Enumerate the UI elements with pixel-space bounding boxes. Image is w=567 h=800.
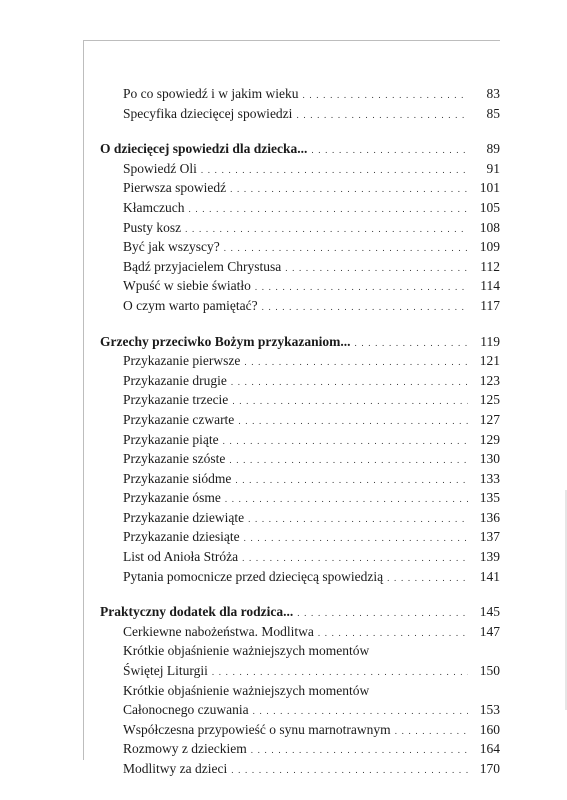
toc-entry-title: Przykazanie szóste bbox=[123, 451, 226, 467]
toc-entry-title: O dziecięcej spowiedzi dla dziecka... bbox=[100, 141, 308, 157]
toc-entry bbox=[100, 547, 500, 567]
toc-entry-title: Przykazanie dziesiąte bbox=[123, 529, 240, 545]
toc-dot-leader bbox=[318, 624, 468, 642]
toc-dot-leader bbox=[285, 259, 468, 277]
toc-entry bbox=[100, 351, 500, 371]
toc-entry-page-number: 137 bbox=[479, 529, 500, 545]
toc-entry bbox=[100, 700, 500, 720]
toc-entry-title: Bądź przyjacielem Chrystusa bbox=[123, 258, 282, 274]
toc-entry bbox=[100, 159, 500, 179]
toc-section-entry bbox=[100, 139, 500, 159]
toc-entry-title: Grzechy przeciwko Bożym przykazaniom... bbox=[100, 333, 351, 349]
toc-entry-title: Krótkie objaśnienie ważniejszych momentów bbox=[123, 643, 370, 659]
toc-entry-title: Praktyczny dodatek dla rodzica... bbox=[100, 604, 294, 620]
toc-entry-title: Przykazanie czwarte bbox=[123, 411, 235, 427]
toc-entry-title: Pytania pomocnicze przed dziecięcą spowiedzią bbox=[123, 568, 384, 584]
toc-entry-page-number: 119 bbox=[480, 333, 500, 349]
toc-entry bbox=[100, 681, 500, 701]
toc-dot-leader bbox=[212, 663, 468, 681]
toc-entry-page-number: 150 bbox=[479, 663, 500, 679]
toc-entry-page-number: 133 bbox=[479, 470, 500, 486]
toc-entry-title: Przykazanie pierwsze bbox=[123, 353, 241, 369]
table-of-contents bbox=[100, 84, 500, 779]
toc-dot-leader bbox=[354, 334, 468, 352]
toc-entry-title: O czym warto pamiętać? bbox=[123, 297, 258, 313]
toc-entry-page-number: 127 bbox=[479, 411, 500, 427]
toc-entry-title: Modlitwy za dzieci bbox=[123, 761, 228, 776]
toc-dot-leader bbox=[244, 353, 468, 371]
toc-entry-title: Cerkiewne nabożeństwa. Modlitwa bbox=[123, 623, 314, 639]
toc-entry-page-number: 123 bbox=[479, 372, 500, 388]
toc-entry bbox=[100, 527, 500, 547]
toc-entry bbox=[100, 371, 500, 391]
toc-section-entry bbox=[100, 602, 500, 622]
toc-entry-page-number: 164 bbox=[479, 741, 500, 757]
toc-entry bbox=[100, 257, 500, 277]
toc-entry-page-number: 153 bbox=[479, 702, 500, 718]
toc-entry-title: Przykazanie dziewiąte bbox=[123, 509, 245, 525]
toc-entry bbox=[100, 84, 500, 104]
toc-entry bbox=[100, 661, 500, 681]
page-frame-left bbox=[83, 40, 84, 760]
toc-entry-title: Po co spowiedź i w jakim wieku bbox=[123, 86, 299, 101]
toc-dot-leader bbox=[224, 239, 468, 257]
toc-entry-title: Świętej Liturgii bbox=[123, 663, 208, 679]
toc-entry-page-number: 112 bbox=[480, 258, 500, 274]
toc-entry-page-number: 135 bbox=[479, 490, 500, 506]
toc-entry-page-number: 136 bbox=[479, 509, 500, 525]
toc-entry-page-number: 170 bbox=[479, 761, 500, 776]
toc-entry-title: Przykazanie drugie bbox=[123, 372, 227, 388]
toc-dot-leader bbox=[387, 569, 468, 587]
toc-entry-title: Współczesna przypowieść o synu marnotrawnym bbox=[123, 721, 391, 737]
toc-dot-leader bbox=[235, 471, 468, 489]
toc-entry-page-number: 85 bbox=[486, 105, 500, 121]
toc-dot-leader bbox=[185, 220, 468, 238]
toc-entry bbox=[100, 469, 500, 489]
toc-dot-leader bbox=[244, 529, 468, 547]
toc-entry-title: Pusty kosz bbox=[123, 219, 182, 235]
toc-dot-leader bbox=[229, 451, 468, 469]
toc-dot-leader bbox=[262, 298, 468, 316]
toc-entry-title: Przykazanie trzecie bbox=[123, 392, 229, 408]
toc-dot-leader bbox=[297, 604, 468, 622]
toc-dot-leader bbox=[201, 161, 468, 179]
toc-entry-page-number: 108 bbox=[479, 219, 500, 235]
toc-entry bbox=[100, 508, 500, 528]
toc-entry-page-number: 121 bbox=[479, 353, 500, 369]
toc-entry-title: Kłamczuch bbox=[123, 199, 185, 215]
toc-entry-page-number: 83 bbox=[486, 86, 500, 101]
toc-entry-page-number: 145 bbox=[479, 604, 500, 620]
toc-entry-page-number: 105 bbox=[479, 199, 500, 215]
toc-dot-leader bbox=[230, 180, 468, 198]
toc-dot-leader bbox=[395, 722, 468, 740]
toc-dot-leader bbox=[296, 106, 468, 124]
toc-dot-leader bbox=[242, 549, 468, 567]
toc-entry-page-number: 89 bbox=[486, 141, 500, 157]
toc-entry-title: Pierwsza spowiedź bbox=[123, 180, 227, 196]
toc-dot-leader bbox=[311, 141, 468, 159]
toc-entry bbox=[100, 296, 500, 316]
toc-entry bbox=[100, 641, 500, 661]
toc-entry-title: Rozmowy z dzieckiem bbox=[123, 741, 247, 757]
toc-entry-page-number: 101 bbox=[479, 180, 500, 196]
toc-entry-page-number: 129 bbox=[479, 431, 500, 447]
toc-dot-leader bbox=[231, 761, 468, 779]
toc-entry bbox=[100, 449, 500, 469]
toc-entry-page-number: 91 bbox=[486, 160, 500, 176]
toc-entry-title: Przykazanie piąte bbox=[123, 431, 219, 447]
toc-entry-page-number: 147 bbox=[479, 623, 500, 639]
toc-entry-title: Całonocnego czuwania bbox=[123, 702, 249, 718]
toc-entry bbox=[100, 276, 500, 296]
toc-entry-page-number: 139 bbox=[479, 549, 500, 565]
toc-entry-title: Krótkie objaśnienie ważniejszych momentów bbox=[123, 682, 370, 698]
toc-section-entry bbox=[100, 332, 500, 352]
toc-entry bbox=[100, 218, 500, 238]
toc-entry bbox=[100, 237, 500, 257]
toc-dot-leader bbox=[223, 432, 468, 450]
toc-entry bbox=[100, 622, 500, 642]
toc-entry-title: Specyfika dziecięcej spowiedzi bbox=[123, 105, 293, 121]
toc-entry bbox=[100, 410, 500, 430]
toc-dot-leader bbox=[232, 392, 468, 410]
toc-entry-page-number: 114 bbox=[480, 278, 500, 294]
toc-entry-page-number: 125 bbox=[479, 392, 500, 408]
toc-entry bbox=[100, 720, 500, 740]
toc-entry bbox=[100, 430, 500, 450]
toc-entry bbox=[100, 567, 500, 587]
toc-entry-title: Przykazanie siódme bbox=[123, 470, 232, 486]
toc-entry bbox=[100, 488, 500, 508]
toc-entry-page-number: 109 bbox=[479, 239, 500, 255]
toc-entry-page-number: 141 bbox=[479, 568, 500, 584]
toc-dot-leader bbox=[255, 278, 468, 296]
toc-entry bbox=[100, 759, 500, 779]
toc-dot-leader bbox=[248, 510, 468, 528]
toc-dot-leader bbox=[225, 490, 468, 508]
toc-entry-title: Wpuść w siebie światło bbox=[123, 278, 251, 294]
toc-dot-leader bbox=[231, 373, 468, 391]
toc-dot-leader bbox=[188, 200, 468, 218]
toc-entry-title: Przykazanie ósme bbox=[123, 490, 221, 506]
toc-entry-page-number: 117 bbox=[480, 297, 500, 313]
toc-dot-leader bbox=[253, 702, 468, 720]
toc-entry-title: Spowiedź Oli bbox=[123, 160, 197, 176]
toc-entry bbox=[100, 104, 500, 124]
toc-entry bbox=[100, 198, 500, 218]
toc-entry-page-number: 130 bbox=[479, 451, 500, 467]
toc-dot-leader bbox=[302, 86, 468, 104]
toc-entry bbox=[100, 178, 500, 198]
toc-entry-title: Być jak wszyscy? bbox=[123, 239, 220, 255]
toc-entry-page-number: 160 bbox=[479, 721, 500, 737]
toc-dot-leader bbox=[251, 741, 468, 759]
page-frame-top bbox=[83, 40, 500, 41]
toc-entry-title: List od Anioła Stróża bbox=[123, 549, 239, 565]
toc-entry bbox=[100, 739, 500, 759]
toc-entry bbox=[100, 390, 500, 410]
toc-dot-leader bbox=[238, 412, 468, 430]
